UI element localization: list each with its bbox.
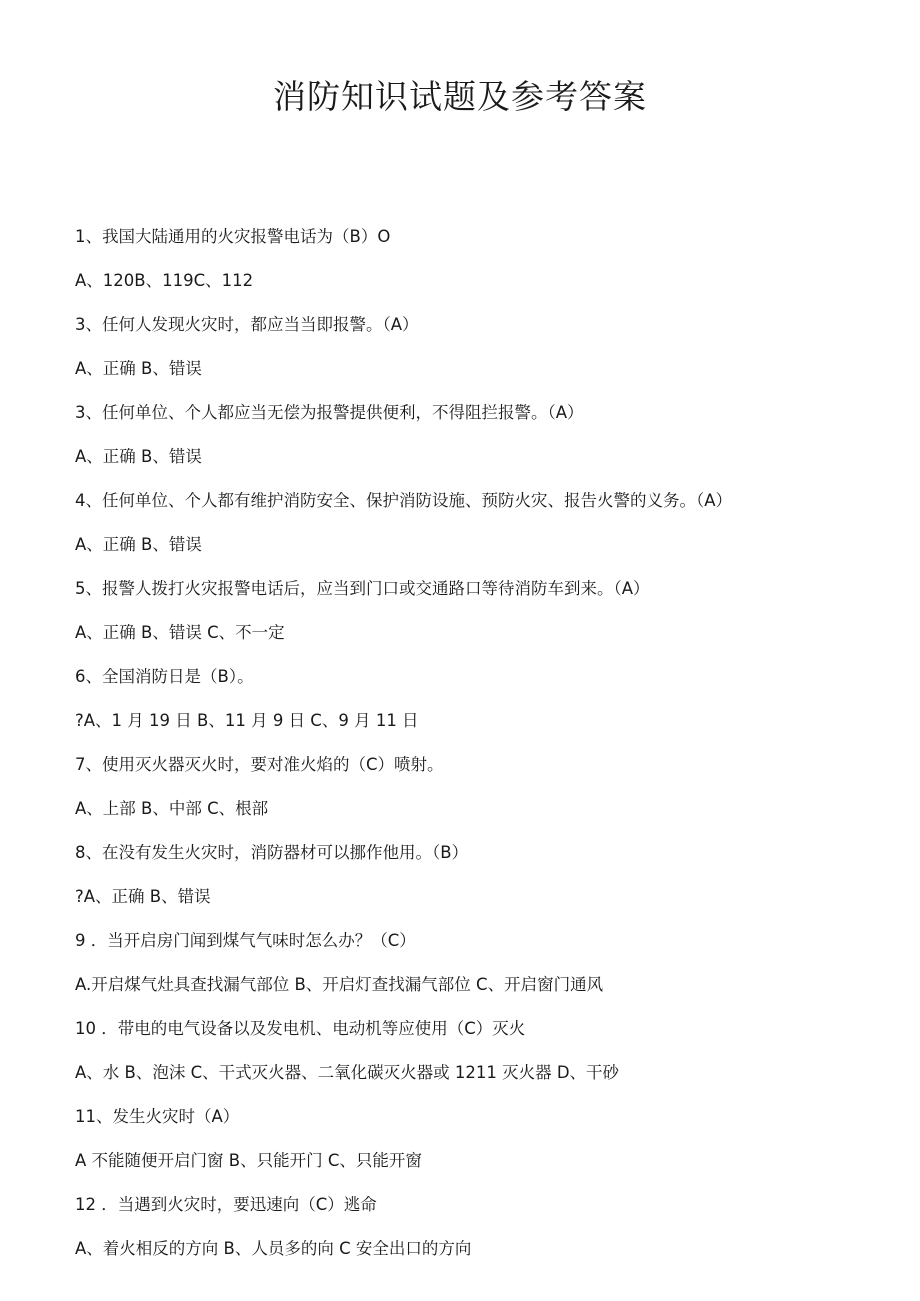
answer-options-line: A、水 B、泡沫 C、干式灭火器、二氧化碳灭火器或 1211 灭火器 D、干砂 <box>75 1063 620 1082</box>
question-line: 3、任何人发现火灾时，都应当当即报警。（A） <box>75 315 419 334</box>
question-line: 10 ．带电的电气设备以及发电机、电动机等应使用（C）灭火 <box>75 1019 526 1038</box>
answer-options-line: ?A、正确 B、错误 <box>75 887 211 906</box>
answer-options-line: A 不能随便开启门窗 B、只能开门 C、只能开窗 <box>75 1151 422 1170</box>
question-line: 1、我国大陆通用的火灾报警电话为（B）O <box>75 227 391 246</box>
question-line: 8、在没有发生火灾时，消防器材可以挪作他用。（B） <box>75 843 469 862</box>
answer-options-line: A、上部 B、中部 C、根部 <box>75 799 269 818</box>
question-line: 5、报警人拨打火灾报警电话后，应当到门口或交通路口等待消防车到来。（A） <box>75 579 650 598</box>
question-list <box>75 221 895 1277</box>
question-line: 3、任何单位、个人都应当无偿为报警提供便利，不得阻拦报警。（A） <box>75 403 584 422</box>
question-line: 11、发生火灾时（A） <box>75 1107 240 1126</box>
question-line: 4、任何单位、个人都有维护消防安全、保护消防设施、预防火灾、报告火警的义务。（A） <box>75 491 733 510</box>
answer-options-line: A、着火相反的方向 B、人员多的向 C 安全出口的方向 <box>75 1239 472 1258</box>
question-line: 7、使用灭火器灭火时，要对准火焰的（C）喷射。 <box>75 755 444 774</box>
answer-options-line: A.开启煤气灶具查找漏气部位 B、开启灯查找漏气部位 C、开启窗门通风 <box>75 975 604 994</box>
answer-options-line: A、正确 B、错误 C、不一定 <box>75 623 285 642</box>
answer-options-line: A、正确 B、错误 <box>75 447 202 466</box>
question-line: 12 ．当遇到火灾时，要迅速向（C）逃命 <box>75 1195 377 1214</box>
answer-options-line: A、正确 B、错误 <box>75 359 202 378</box>
question-line: 6、全国消防日是（B）。 <box>75 667 254 686</box>
page-title: 消防知识试题及参考答案 <box>273 77 647 116</box>
answer-options-line: A、120B、119C、112 <box>75 271 254 290</box>
answer-options-line: A、正确 B、错误 <box>75 535 202 554</box>
question-line: 9 ．当开启房门闻到煤气气味时怎么办？（C） <box>75 931 416 950</box>
answer-options-line: ?A、1 月 19 日 B、11 月 9 日 C、9 月 11 日 <box>75 711 419 730</box>
